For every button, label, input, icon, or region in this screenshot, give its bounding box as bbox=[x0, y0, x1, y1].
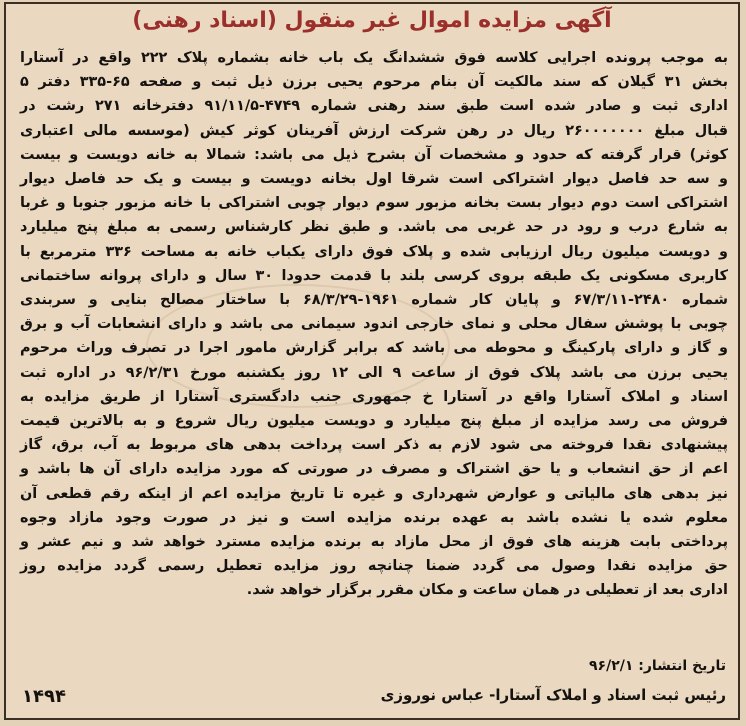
body-line: شماره ۲۴۸۰-۶۷/۳/۱۱ و پایان کار شماره ۱۹۶۱-۶۸/۳/۲۹ با ساختار مصالح بنایی و سربندی bbox=[20, 292, 728, 309]
body-line: و گاز و دارای پارکینگ و محوطه می باشد که برابر گزارش مامور اجرا در تصرف وراث مرحوم bbox=[20, 340, 728, 357]
body-line: قبال مبلغ ۲۶۰۰۰۰۰۰۰ ریال در رهن شرکت ارزش آفرینان کوثر کیش (موسسه مالی اعتباری bbox=[20, 122, 728, 139]
body-line: اعم از حق انشعاب و یا حق اشتراک و مصرف در صورتی که مورد مزایده دارای آن ها باشد و bbox=[20, 461, 728, 478]
publish-date: تاریخ انتشار: ۹۶/۲/۱ bbox=[588, 658, 726, 674]
body-line: پیشنهادی نقدا فروخته می شود لازم به ذکر است پرداخت بدهی های مربوط به آب، برق، گاز bbox=[20, 437, 728, 454]
notice-code: ۱۴۹۴ bbox=[22, 686, 66, 707]
body-line: حق مزایده نقدا وصول می گردد ضمنا چنانچه روز مزایده تعطیل رسمی گردد مزایده روز bbox=[20, 558, 728, 575]
body-line: اسناد و املاک آستارا واقع در آستارا خ جمهوری جنب دادگستری آستارا از طریق مزایده به bbox=[20, 388, 728, 405]
body-line: پرداختی بابت هزینه های فوق از محل مازاد به برنده مزایده مسترد خواهد شد و نیم عشر و bbox=[20, 534, 728, 551]
body-line: نیز بدهی های مالیاتی و عوارض شهرداری و غیره تا تاریخ مزایده اعم از اینکه رقم قطعی آن bbox=[20, 485, 728, 502]
notice-title: آگهی مزایده اموال غیر منقول (اسناد رهنی) bbox=[132, 8, 612, 33]
body-line: اداری بعد از تعطیلی در همان ساعت و مکان مقرر برگزار خواهد شد. bbox=[246, 582, 728, 599]
body-line: اشتراکی است دوم دیوار بست بخانه مزبور سوم دیوار چوبی اشتراکی با خانه مزبور جنوبا و غربا bbox=[20, 195, 728, 212]
body-line: چوبی با پوشش سفال محلی و نمای خارجی اندود سیمانی می باشد و دارای انشعابات آب و برق bbox=[20, 316, 728, 333]
body-line: معلوم شده یا نشده باشد به عهده برنده مزایده است و نیز در صورت وجود مازاد وجوه bbox=[20, 509, 728, 526]
body-line: و سه حد فاصل دیوار اشتراکی است شرقا اول بخانه دویست و بیست و یک حد فاصل دیوار bbox=[20, 171, 728, 188]
signer-line: رئیس ثبت اسناد و املاک آستارا- عباس نوروزی bbox=[380, 686, 726, 704]
body-line: فروش می رسد مزایده از مبلغ پنج میلیارد و دویست میلیون ریال شروع و به بالاترین قیمت bbox=[20, 413, 728, 430]
body-line: کوثر) قرار گرفته که حدود و مشخصات آن بشرح ذیل می باشد: شمالا به خانه دویست و بیست bbox=[20, 146, 728, 163]
body-line: کاربری مسکونی یک طبقه بروی کرسی بلند با قدمت حدودا ۳۰ سال و دارای پروانه ساختمانی bbox=[20, 267, 728, 284]
body-line: یحیی برزن می باشد پلاک فوق از ساعت ۹ الی ۱۲ روز یکشنبه مورخ ۹۶/۲/۳۱ در اداره ثبت bbox=[20, 364, 728, 381]
body-line: و دویست میلیون ریال ارزیابی شده و پلاک فوق دارای یکباب خانه به مساحت ۳۳۶ مترمربع با bbox=[20, 243, 728, 260]
body-line: به شارع درب و رود در حد غربی می باشد. و طبق نظر کارشناس رسمی به مبلغ پنج میلیارد bbox=[20, 219, 728, 236]
notice-frame bbox=[4, 2, 740, 720]
body-line: بخش ۳۱ گیلان که سند مالکیت آن بنام مرحوم یحیی برزن ذیل ثبت و صفحه ۶۵-۳۳۵ دفتر ۵ bbox=[20, 74, 728, 91]
notice-body bbox=[20, 46, 728, 603]
body-line: اداری ثبت و صادر شده است طبق سند رهنی شماره ۴۷۴۹-۹۱/۱۱/۵ دفترخانه ۲۷۱ رشت در bbox=[20, 98, 728, 115]
body-line: به موجب پرونده اجرایی کلاسه فوق ششدانگ یک باب خانه بشماره پلاک ۲۲۲ واقع در آستارا bbox=[20, 50, 728, 66]
